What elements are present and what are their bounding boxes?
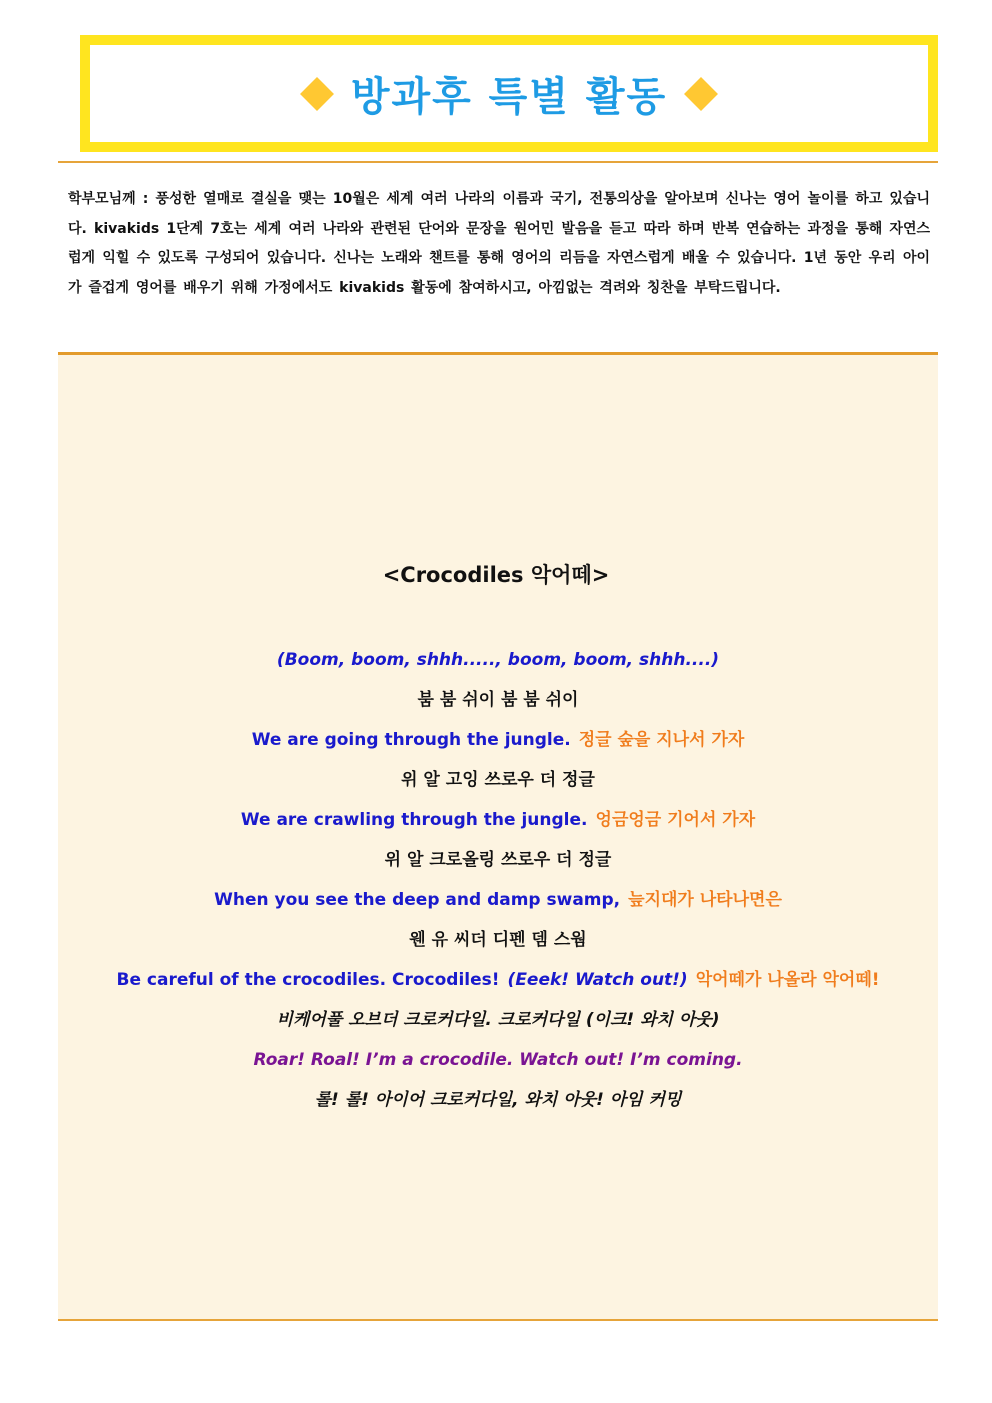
lyric-english-aside: (Eeek! Watch out!) — [507, 970, 688, 990]
lyric-pronunciation: 롤! 롤! 아이어 크로커다일, 와치 아웃! 아임 커밍 — [314, 1090, 682, 1110]
lyric-line — [58, 760, 938, 800]
lyric-english: Roar! Roal! I’m a crocodile. Watch out! I’m coming. — [253, 1050, 743, 1070]
lyrics-list — [58, 640, 938, 1120]
lyric-english: We are crawling through the jungle. — [240, 810, 588, 830]
lyric-pronunciation: 붐 붐 쉬이 붐 붐 쉬이 — [417, 690, 579, 710]
lyric-korean: 정글 숲을 지나서 가자 — [578, 730, 745, 750]
parent-notice: 학부모님께 : 풍성한 열매로 결실을 맺는 10월은 세계 여러 나라의 이름과 국기, 전통의상을 알아보며 신나는 영어 놀이를 하고 있습니다. kivakids 1단계 7호는 세계 여러 나라와 관련된 단어와 문장을 원어민 발음을 듣고 따라 하며 반복 연습하는 과정을 통해 자연스럽게 익힐 수 있도록 구성되어 있습니다. 신나는 노래와 챈트를 통해 영어의 리듬을 자연스럽게 배울 수 있습니다. 1년 동안 우리 아이가 즐겁게 영어를 배우기 위해 가정에서도 kivakids 활동에 참여하시고, 아낌없는 격려와 칭찬을 부탁드립니다. — [68, 191, 930, 296]
lyric-pronunciation: 웬 유 씨더 디펜 뎀 스웜 — [409, 930, 587, 950]
lyric-line — [58, 720, 938, 760]
title-box — [80, 35, 938, 152]
song-title: <Crocodiles 악어떼> — [382, 563, 610, 587]
lyric-line — [58, 880, 938, 920]
divider-top — [58, 161, 938, 163]
lyric-line — [58, 1040, 938, 1080]
lyric-pronunciation: 위 알 고잉 쓰로우 더 정글 — [401, 770, 595, 790]
divider-bottom — [58, 1319, 938, 1321]
page-title — [283, 65, 735, 122]
diamond-icon — [684, 77, 718, 111]
lyric-line — [58, 1000, 938, 1040]
lyric-english: (Boom, boom, shhh....., boom, boom, shhh....) — [276, 650, 720, 670]
lyric-english: We are going through the jungle. — [251, 730, 571, 750]
lyric-english: When you see the deep and damp swamp, — [214, 890, 621, 910]
lyric-line — [58, 680, 938, 720]
lyric-line — [58, 920, 938, 960]
lyric-line — [58, 1080, 938, 1120]
lyric-line — [58, 800, 938, 840]
lyric-english: Be careful of the crocodiles. Crocodiles! — [116, 970, 500, 990]
lyric-korean: 악어떼가 나올라 악어떼! — [695, 970, 880, 990]
page-title-text: 방과후 특별 활동 — [350, 74, 668, 120]
lyric-korean: 늪지대가 나타나면은 — [628, 890, 782, 910]
lyric-line — [58, 840, 938, 880]
lyric-line — [58, 640, 938, 680]
lyric-pronunciation: 비케어풀 오브더 크로커다일. 크로커다일 (이크! 와치 아웃) — [276, 1010, 720, 1030]
lyric-line — [58, 960, 938, 1000]
lyric-korean: 엉금엉금 기어서 가자 — [595, 810, 756, 830]
lyric-pronunciation: 위 알 크로올링 쓰로우 더 정글 — [384, 850, 612, 870]
diamond-icon — [300, 77, 334, 111]
